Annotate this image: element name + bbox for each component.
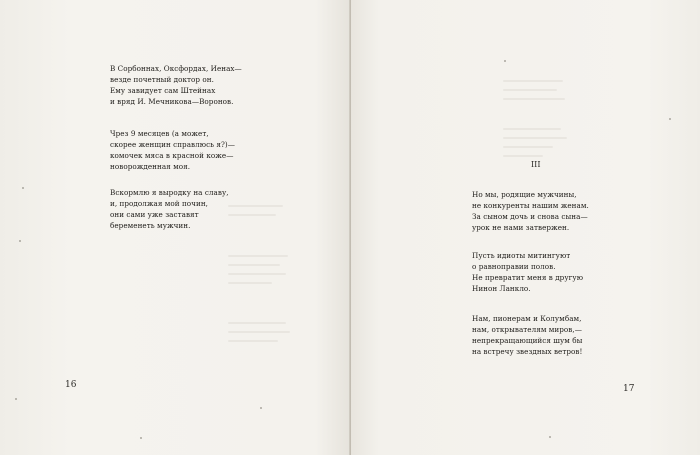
show-through [228, 340, 278, 342]
verse-line: урок не нами затвержен. [472, 223, 570, 232]
show-through [503, 89, 557, 91]
verse-line: Нинон Ланкло. [472, 284, 531, 293]
paper-speck [140, 437, 142, 439]
show-through [503, 80, 563, 82]
show-through [503, 128, 561, 130]
verse-line: и вряд И. Мечникова—Воронов. [110, 97, 234, 106]
paper-speck [504, 60, 506, 62]
stanza-2 [110, 128, 235, 172]
stanza-1 [110, 63, 242, 107]
show-through [228, 322, 286, 324]
show-through [228, 282, 272, 284]
paper-speck [22, 187, 24, 189]
verse-line: нам, открывателям миров,— [472, 325, 582, 334]
page-number: 16 [65, 380, 77, 390]
verse-line: новорожденная моя. [110, 162, 191, 171]
verse-line: Не превратит меня в другую [472, 273, 584, 282]
verse-line: скорее женщин справлюсь я?)— [110, 140, 236, 149]
show-through [228, 264, 280, 266]
verse-line: на встречу звездных ветров! [472, 347, 583, 356]
show-through [228, 273, 286, 275]
verse-line: не конкуренты нашим женам. [472, 201, 589, 210]
paper-speck [19, 240, 21, 242]
right-page [351, 0, 700, 455]
verse-line: они сами уже заставят [110, 210, 199, 219]
verse-line: беременеть мужчин. [110, 221, 191, 230]
verse-line: Вскормлю я выродку на славу, [110, 188, 229, 197]
verse-line: Пусть идиоты митингуют [472, 251, 571, 260]
stanza-1 [472, 189, 589, 233]
stanza-2 [472, 250, 583, 294]
show-through [503, 137, 567, 139]
verse-line: Нам, пионерам и Колумбам, [472, 314, 582, 323]
verse-line: и, продолжая мой почин, [110, 199, 208, 208]
verse-line: В Сорбоннах, Оксфордах, Иенах— [110, 64, 242, 73]
paper-speck [549, 436, 551, 438]
show-through [228, 331, 290, 333]
verse-line: комочек мяса в красной коже— [110, 151, 234, 160]
verse-line: везде почетный доктор он. [110, 75, 214, 84]
show-through [228, 255, 288, 257]
verse-line: Но мы, родящие мужчины, [472, 190, 577, 199]
section-number: III [531, 160, 541, 169]
show-through [228, 214, 276, 216]
show-through [503, 146, 553, 148]
show-through [503, 155, 543, 157]
stanza-3 [472, 313, 582, 357]
show-through [503, 98, 565, 100]
page-number: 17 [623, 384, 635, 394]
verse-line: За сыном дочь и снова сына— [472, 212, 588, 221]
show-through [228, 205, 283, 207]
verse-line: Чрез 9 месяцев (а может, [110, 129, 209, 138]
paper-speck [15, 398, 17, 400]
verse-line: непрекращающийся шум бы [472, 336, 583, 345]
stanza-3 [110, 187, 229, 231]
verse-line: Ему завидует сам Штейнах [110, 86, 216, 95]
verse-line: о равноправии полов. [472, 262, 556, 271]
paper-speck [669, 118, 671, 120]
paper-speck [260, 407, 262, 409]
